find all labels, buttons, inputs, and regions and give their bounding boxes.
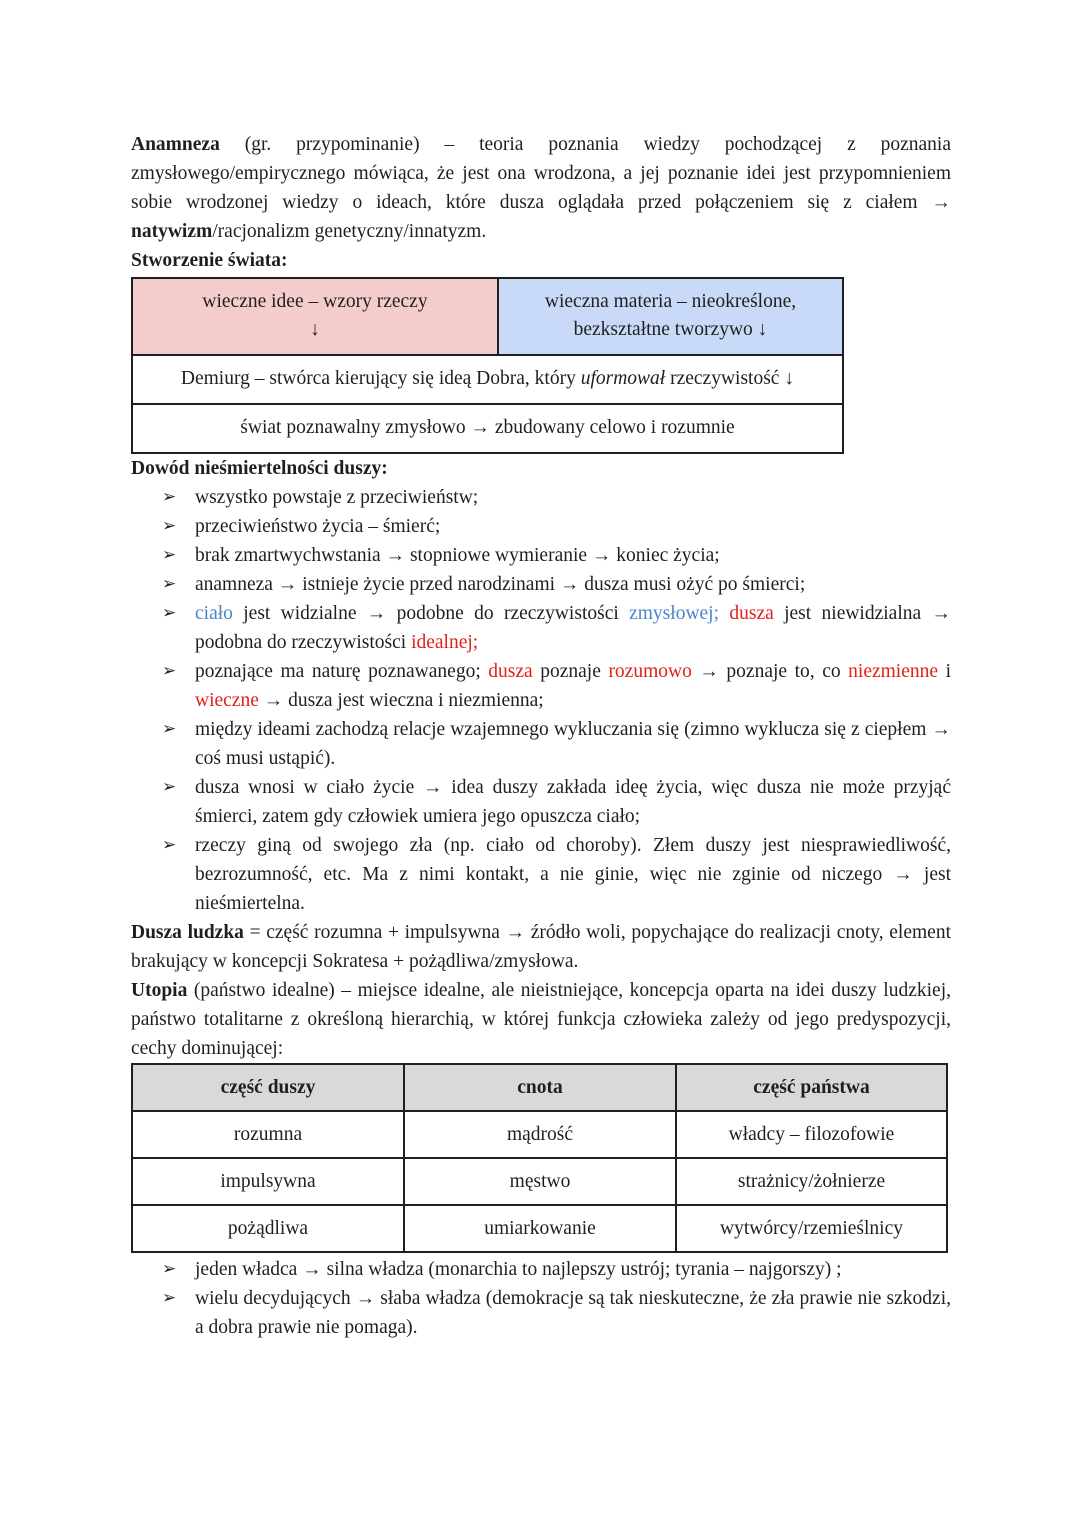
- down-arrow-icon: ↓: [310, 319, 320, 340]
- table-cell: rozumna: [132, 1111, 404, 1158]
- eternal-matter-cell: [498, 278, 843, 355]
- arrowhead-bullet-icon: ➢: [162, 777, 177, 797]
- arrowhead-bullet-icon: ➢: [162, 603, 177, 623]
- arrowhead-bullet-icon: ➢: [162, 1259, 177, 1279]
- state-table: [131, 1063, 948, 1253]
- demiurg-italic: uformował: [580, 368, 666, 389]
- list-item: ➢ poznające ma naturę poznawanego; dusza poznaje rozumowo → poznaje to, co niezmienne i wieczne → dusza jest wieczna i niezmienna;: [195, 657, 951, 715]
- anamneza-paragraph: [131, 130, 951, 246]
- proof-list: [131, 483, 951, 918]
- list-item: ➢ wielu decydujących → słaba władza (demokracje są tak nieskuteczne, że zła prawie nie szkodzi, a dobra prawie nie pomaga).: [195, 1284, 951, 1342]
- sensible-world-cell: świat poznawalny zmysłowo → zbudowany celowo i rozumnie: [132, 404, 843, 453]
- soul-paragraph: Dusza ludzka = część rozumna + impulsywna → źródło woli, popychające do realizacji cnoty, element brakujący w koncepcji Sokratesa + pożądliwa/zmysłowa.: [131, 922, 951, 972]
- eternal-matter-text: wieczna materia – nieokreślone, bezkształtne tworzywo ↓: [544, 291, 797, 340]
- table-cell: męstwo: [404, 1158, 676, 1205]
- anamneza-tail: /racjonalizm genetyczny/innatyzm.: [212, 221, 487, 242]
- rule-list: [131, 1255, 951, 1342]
- table-row: [132, 1205, 947, 1252]
- creation-heading: Stworzenie świata:: [131, 250, 288, 271]
- anamneza-text: (gr. przypominanie) – teoria poznania wiedzy pochodzącej z poznania zmysłowego/empirycznego mówiąca, że jest ona wrodzona, a jej poznanie idei jest przypomnieniem sobie wrodzonej wiedzy o ideach, które dusza oglądała przed połączeniem się z ciałem →: [131, 134, 951, 213]
- demiurg-cell: Demiurg – stwórca kierujący się ideą Dobra, który uformował rzeczywistość ↓: [132, 355, 843, 404]
- list-item: ➢ jeden władca → silna władza (monarchia to najlepszy ustrój; tyrania – najgorszy) ;: [195, 1255, 951, 1284]
- document-page: [131, 130, 951, 1342]
- utopia-term: Utopia: [131, 980, 188, 1001]
- list-item: ➢ anamneza → istnieje życie przed narodzinami → dusza musi ożyć po śmierci;: [195, 570, 951, 599]
- list-item: ➢ dusza wnosi w ciało życie → idea duszy zakłada ideę życia, więc dusza nie może przyjąć śmierci, zatem gdy człowiek umiera jego opuszcza ciało;: [195, 773, 951, 831]
- header-soul-part: część duszy: [132, 1064, 404, 1111]
- eternal-ideas-text: wieczne idee – wzory rzeczy: [202, 291, 428, 312]
- soul-term: Dusza ludzka: [131, 922, 244, 943]
- arrowhead-bullet-icon: ➢: [162, 487, 177, 507]
- table-cell: impulsywna: [132, 1158, 404, 1205]
- anamneza-term: Anamneza: [131, 134, 220, 155]
- header-state-part: część państwa: [676, 1064, 947, 1111]
- table-row: [132, 1158, 947, 1205]
- table-cell: mądrość: [404, 1111, 676, 1158]
- arrowhead-bullet-icon: ➢: [162, 835, 177, 855]
- arrowhead-bullet-icon: ➢: [162, 516, 177, 536]
- list-item: ➢ między ideami zachodzą relacje wzajemnego wykluczania się (zimno wyklucza się z ciepłem → coś musi ustąpić).: [195, 715, 951, 773]
- table-cell: władcy – filozofowie: [676, 1111, 947, 1158]
- list-item: ➢ rzeczy giną od swojego zła (np. ciało od choroby). Złem duszy jest niesprawiedliwość, bezrozumność, etc. Ma z nimi kontakt, a nie ginie, więc nie zginie od niczego → jest nieśmiertelna.: [195, 831, 951, 918]
- anamneza-natywizm: natywizm: [131, 221, 213, 242]
- table-header-row: [132, 1064, 947, 1111]
- header-virtue: cnota: [404, 1064, 676, 1111]
- arrowhead-bullet-icon: ➢: [162, 661, 177, 681]
- proof-heading: Dowód nieśmiertelności duszy:: [131, 458, 388, 479]
- table-cell: pożądliwa: [132, 1205, 404, 1252]
- table-cell: wytwórcy/rzemieślnicy: [676, 1205, 947, 1252]
- arrowhead-bullet-icon: ➢: [162, 1288, 177, 1308]
- arrowhead-bullet-icon: ➢: [162, 574, 177, 594]
- list-item: ➢ brak zmartwychwstania → stopniowe wymieranie → koniec życia;: [195, 541, 951, 570]
- arrowhead-bullet-icon: ➢: [162, 545, 177, 565]
- table-cell: umiarkowanie: [404, 1205, 676, 1252]
- list-item: ➢ wszystko powstaje z przeciwieństw;: [195, 483, 951, 512]
- arrowhead-bullet-icon: ➢: [162, 719, 177, 739]
- table-row: [132, 1111, 947, 1158]
- eternal-ideas-cell: [132, 278, 498, 355]
- table-cell: strażnicy/żołnierze: [676, 1158, 947, 1205]
- list-item: ➢ ciało jest widzialne → podobne do rzeczywistości zmysłowej; dusza jest niewidzialna → podobna do rzeczywistości idealnej;: [195, 599, 951, 657]
- utopia-paragraph: Utopia (państwo idealne) – miejsce idealne, ale nieistniejące, koncepcja oparta na idei duszy ludzkiej, państwo totalitarne z określoną hierarchią, w której funkcja człowieka zależy od jego predyspozycji, cechy dominującej:: [131, 980, 951, 1059]
- list-item: ➢ przeciwieństwo życia – śmierć;: [195, 512, 951, 541]
- creation-table: [131, 277, 844, 454]
